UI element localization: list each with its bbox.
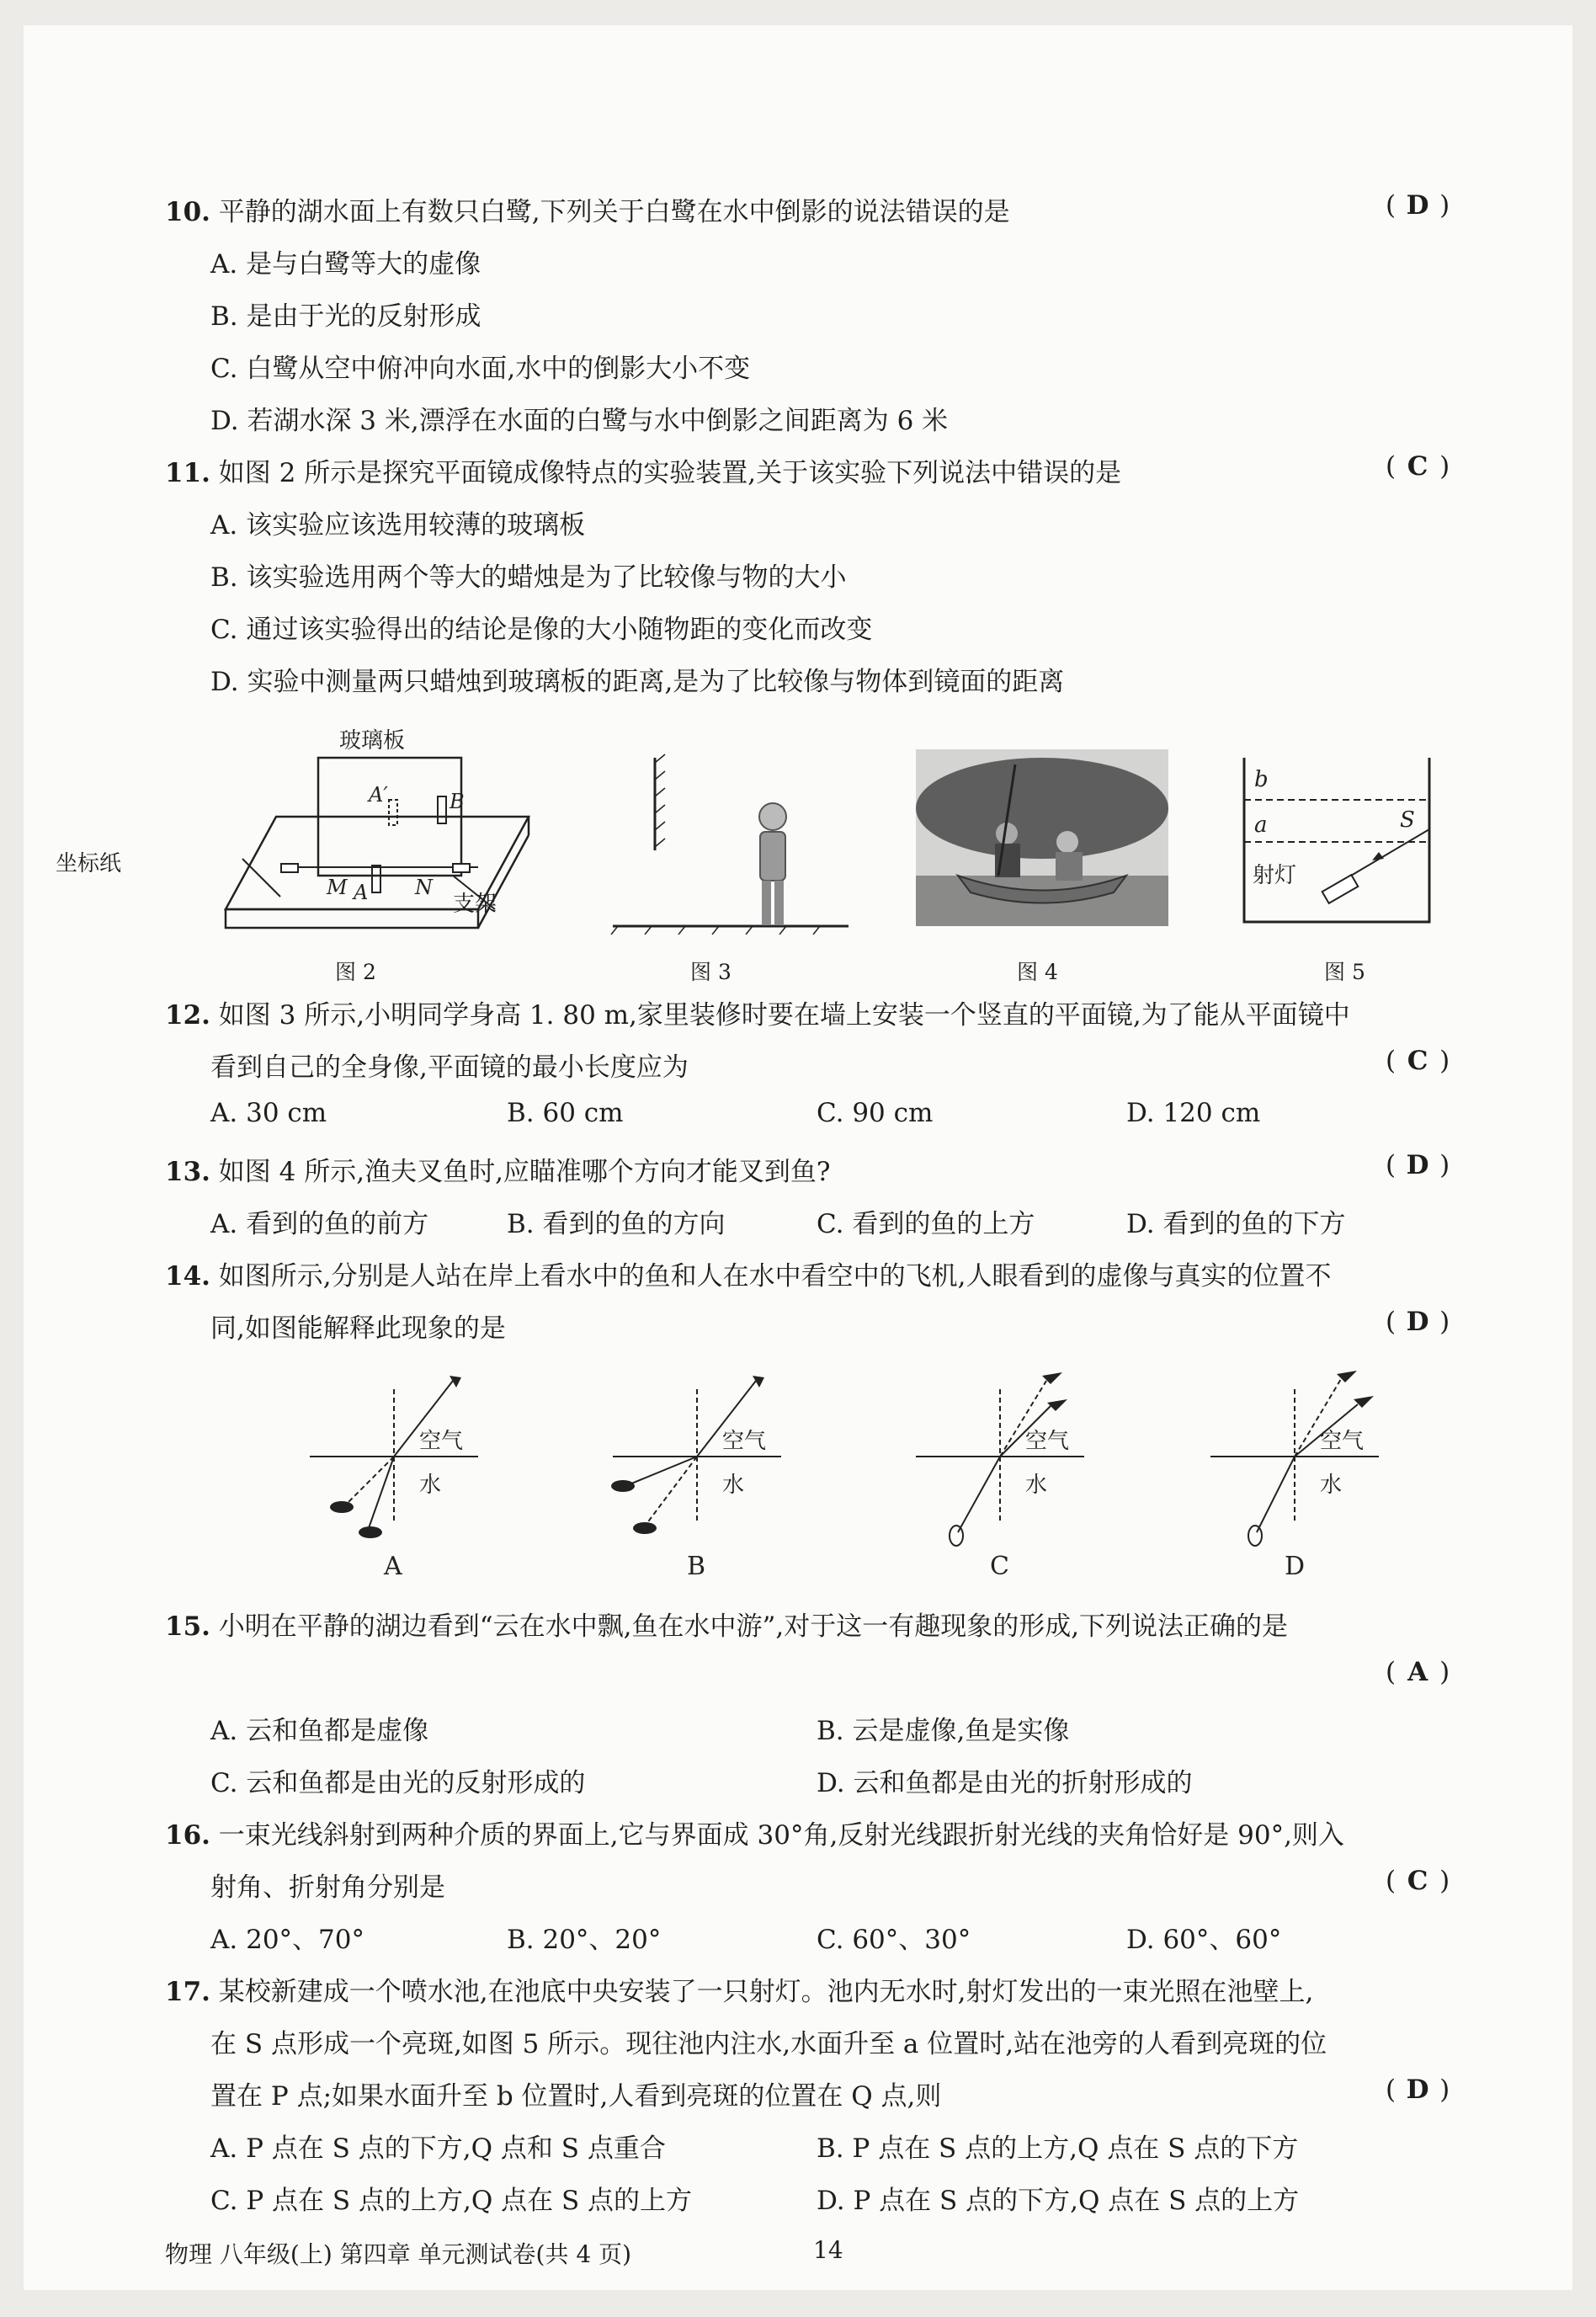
q13-option-a: A. 看到的鱼的前方 bbox=[210, 1209, 429, 1239]
fig3-caption: 图 3 bbox=[690, 960, 732, 984]
svg-text:空气: 空气 bbox=[722, 1429, 767, 1454]
q12-option-c: C. 90 cm bbox=[817, 1098, 934, 1128]
q11-option-d: D. 实验中测量两只蜡烛到玻璃板的距离,是为了比较像与物体到镜面的距离 bbox=[210, 667, 1065, 697]
q16-stem-line-2: 射角、折射角分别是 bbox=[210, 1872, 445, 1903]
q12-option-a: A. 30 cm bbox=[210, 1098, 327, 1128]
fig5-label-lamp: 射灯 bbox=[1253, 863, 1297, 888]
q17-option-a: A. P 点在 S 点的下方,Q 点和 S 点重合 bbox=[210, 2133, 666, 2164]
svg-text:空气: 空气 bbox=[1025, 1429, 1070, 1454]
figure-5-pool-lamp bbox=[1219, 732, 1455, 943]
q11-option-c: C. 通过该实验得出的结论是像的大小随物距的变化而改变 bbox=[210, 615, 873, 645]
q15-answer: ( A ) bbox=[1386, 1657, 1450, 1687]
fig2-label-glass: 玻璃板 bbox=[339, 728, 406, 754]
q15-stem: 15. 小明在平静的湖边看到“云在水中飘,鱼在水中游”,对于这一有趣现象的形成,下列说法正确的是 bbox=[165, 1611, 1289, 1642]
fig5-label-b: b bbox=[1254, 767, 1269, 792]
q13-option-c: C. 看到的鱼的上方 bbox=[817, 1209, 1035, 1239]
svg-text:空气: 空气 bbox=[419, 1429, 464, 1454]
fig5-caption: 图 5 bbox=[1324, 960, 1365, 984]
q14-diagram-d bbox=[1210, 1371, 1379, 1581]
fig2-label-stand: 支架 bbox=[453, 892, 497, 917]
fig2-label-a-prime: A′ bbox=[369, 783, 388, 807]
q10-option-c: C. 白鹭从空中俯冲向水面,水中的倒影大小不变 bbox=[210, 354, 751, 384]
q14-stem-line-1: 14. 如图所示,分别是人站在岸上看水中的鱼和人在水中看空中的飞机,人眼看到的虚像与真实的位置不 bbox=[165, 1261, 1332, 1292]
page-number: 14 bbox=[813, 2236, 843, 2264]
svg-text:空气: 空气 bbox=[1320, 1429, 1365, 1454]
figure-3-person-mirror bbox=[588, 732, 865, 935]
q14-diagram-a bbox=[310, 1376, 478, 1581]
figure-4-fisherman-photo bbox=[916, 749, 1168, 926]
fig2-caption: 图 2 bbox=[335, 960, 376, 984]
svg-text:B: B bbox=[687, 1552, 706, 1581]
fig2-label-paper: 坐标纸 bbox=[56, 851, 122, 876]
q16-option-d: D. 60°、60° bbox=[1126, 1925, 1282, 1955]
q13-answer: ( D ) bbox=[1386, 1150, 1450, 1180]
q17-stem-line-2: 在 S 点形成一个亮斑,如图 5 所示。现往池内注水,水面升至 a 位置时,站在池旁的人看到亮斑的位 bbox=[210, 2029, 1327, 2059]
q14-diagram-b bbox=[611, 1376, 781, 1581]
q16-option-a: A. 20°、70° bbox=[210, 1925, 364, 1955]
svg-text:C: C bbox=[990, 1552, 1009, 1581]
q17-option-d: D. P 点在 S 点的下方,Q 点在 S 点的上方 bbox=[817, 2186, 1300, 2216]
q10-option-d: D. 若湖水深 3 米,漂浮在水面的白鹭与水中倒影之间距离为 6 米 bbox=[210, 406, 949, 436]
q12-option-d: D. 120 cm bbox=[1126, 1098, 1261, 1128]
q10-answer: ( D ) bbox=[1386, 190, 1450, 221]
svg-text:A: A bbox=[384, 1552, 402, 1581]
q17-answer: ( D ) bbox=[1386, 2075, 1450, 2105]
fig2-label-n: N bbox=[415, 876, 433, 899]
q16-option-b: B. 20°、20° bbox=[507, 1925, 662, 1955]
q17-option-b: B. P 点在 S 点的上方,Q 点在 S 点的下方 bbox=[817, 2133, 1299, 2164]
q17-option-c: C. P 点在 S 点的上方,Q 点在 S 点的上方 bbox=[210, 2186, 693, 2216]
svg-text:水: 水 bbox=[1025, 1473, 1048, 1498]
q14-refraction-diagrams bbox=[293, 1356, 1438, 1583]
q11-stem: 11. 如图 2 所示是探究平面镜成像特点的实验装置,关于该实验下列说法中错误的是 bbox=[165, 458, 1122, 488]
q14-stem-line-2: 同,如图能解释此现象的是 bbox=[210, 1313, 506, 1344]
q15-option-a: A. 云和鱼都是虚像 bbox=[210, 1716, 429, 1746]
fig4-caption: 图 4 bbox=[1017, 960, 1058, 984]
q12-stem-line-1: 12. 如图 3 所示,小明同学身高 1. 80 m,家里装修时要在墙上安装一个竖直的平面镜,为了能从平面镜中 bbox=[165, 1000, 1350, 1031]
q16-stem-line-1: 16. 一束光线斜射到两种介质的界面上,它与界面成 30°角,反射光线跟折射光线的夹角恰好是 90°,则入 bbox=[165, 1820, 1344, 1851]
q10-option-b: B. 是由于光的反射形成 bbox=[210, 301, 481, 332]
q14-answer: ( D ) bbox=[1386, 1307, 1450, 1337]
q16-answer: ( C ) bbox=[1386, 1866, 1450, 1896]
q16-option-c: C. 60°、30° bbox=[817, 1925, 971, 1955]
q10-stem: 10. 平静的湖水面上有数只白鹭,下列关于白鹭在水中倒影的说法错误的是 bbox=[165, 197, 1010, 227]
svg-text:水: 水 bbox=[419, 1473, 442, 1498]
q12-option-b: B. 60 cm bbox=[507, 1098, 624, 1128]
q15-option-b: B. 云是虚像,鱼是实像 bbox=[817, 1716, 1070, 1746]
fig2-label-b: B bbox=[450, 790, 465, 813]
q13-stem: 13. 如图 4 所示,渔夫叉鱼时,应瞄准哪个方向才能叉到鱼? bbox=[165, 1157, 831, 1187]
q14-diagram-c bbox=[916, 1372, 1084, 1581]
figure-2-mirror-experiment bbox=[200, 716, 554, 935]
svg-text:水: 水 bbox=[1320, 1473, 1343, 1498]
q10-option-a: A. 是与白鹭等大的虚像 bbox=[210, 249, 481, 280]
svg-text:D: D bbox=[1285, 1552, 1306, 1581]
footer-text: 物理 八年级(上) 第四章 单元测试卷(共 4 页) bbox=[165, 2240, 632, 2268]
fig2-label-m: M bbox=[327, 876, 348, 899]
q13-option-d: D. 看到的鱼的下方 bbox=[1126, 1209, 1346, 1239]
fig2-label-a: A bbox=[354, 881, 369, 904]
q12-stem-line-2: 看到自己的全身像,平面镜的最小长度应为 bbox=[210, 1052, 689, 1083]
q17-stem-line-3: 置在 P 点;如果水面升至 b 位置时,人看到亮斑的位置在 Q 点,则 bbox=[210, 2081, 942, 2112]
q12-answer: ( C ) bbox=[1386, 1046, 1450, 1076]
q17-stem-line-1: 17. 某校新建成一个喷水池,在池底中央安装了一只射灯。池内无水时,射灯发出的一束光照在池壁上, bbox=[165, 1977, 1314, 2007]
q15-option-d: D. 云和鱼都是由光的折射形成的 bbox=[817, 1768, 1193, 1798]
q11-option-b: B. 该实验选用两个等大的蜡烛是为了比较像与物的大小 bbox=[210, 562, 847, 593]
q11-answer: ( C ) bbox=[1386, 451, 1450, 482]
fig5-label-s: S bbox=[1400, 807, 1415, 833]
q15-option-c: C. 云和鱼都是由光的反射形成的 bbox=[210, 1768, 586, 1798]
worksheet-page bbox=[24, 25, 1572, 2290]
q13-option-b: B. 看到的鱼的方向 bbox=[507, 1209, 726, 1239]
svg-text:水: 水 bbox=[722, 1473, 745, 1498]
fig5-label-a: a bbox=[1254, 812, 1268, 838]
q11-option-a: A. 该实验应该选用较薄的玻璃板 bbox=[210, 510, 586, 541]
